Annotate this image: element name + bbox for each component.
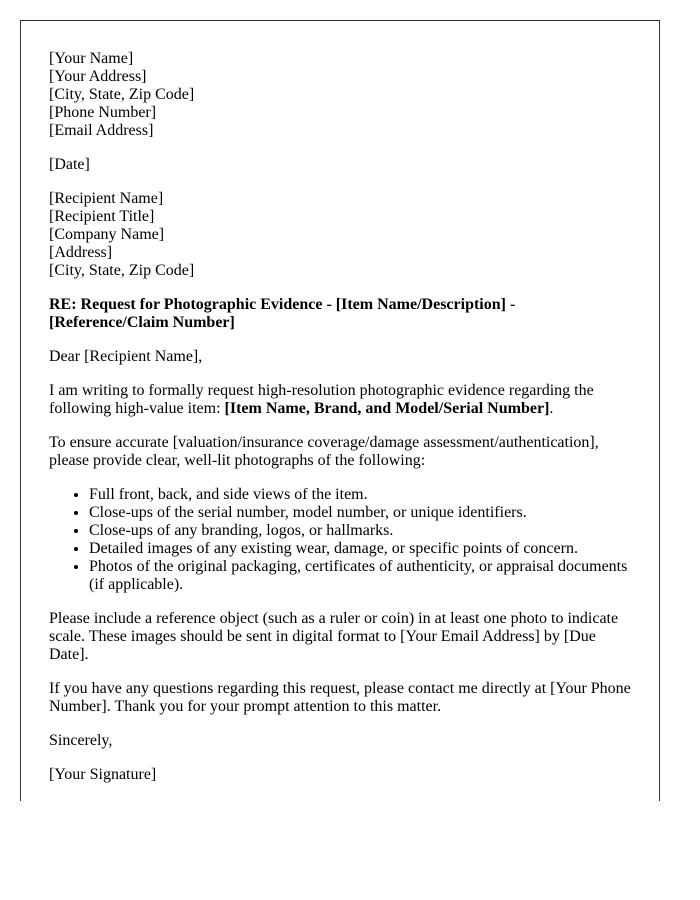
sender-block [49,50,631,140]
recipient-address: [Address] [49,244,113,261]
paragraph-contact: If you have any questions regarding this request, please contact me directly at [Your Phone Number]. Thank you for your prompt attention to this matter. [49,680,631,715]
recipient-city: [City, State, Zip Code] [49,262,195,279]
paragraph-purpose: To ensure accurate [valuation/insurance coverage/damage assessment/authentication], please provide clear, well-lit photographs of the following: [49,434,599,469]
list-item: • Detailed images of any existing wear, damage, or specific points of concern. [89,540,631,558]
sender-phone: [Phone Number] [49,104,157,121]
sender-name: [Your Name] [49,50,134,67]
photo-list [49,486,631,594]
date: [Date] [49,156,90,173]
recipient-block [49,190,631,280]
item-placeholder: [Item Name, Brand, and Model/Serial Number] [224,400,550,417]
paragraph-request-text: I am writing to formally request high-resolution photographic evidence regarding the following high-value item: [49,382,594,417]
sender-email: [Email Address] [49,122,154,139]
recipient-company: [Company Name] [49,226,165,243]
list-item: • Photos of the original packaging, certificates of authenticity, or appraisal documents (if applicable). [89,558,631,594]
closing: Sincerely, [49,732,113,749]
letter-page [20,20,660,801]
list-item: • Full front, back, and side views of the item. [89,486,631,504]
sender-city: [City, State, Zip Code] [49,86,195,103]
salutation: Dear [Recipient Name], [49,348,203,365]
signature: [Your Signature] [49,766,157,783]
list-item: • Close-ups of any branding, logos, or hallmarks. [89,522,631,540]
recipient-title: [Recipient Title] [49,208,155,225]
subject-line: RE: Request for Photographic Evidence - [Item Name/Description] - [Reference/Claim Number] [49,296,516,331]
sender-address: [Your Address] [49,68,147,85]
paragraph-scale: Please include a reference object (such as a ruler or coin) in at least one photo to indicate scale. These images should be sent in digital format to [Your Email Address] by [Due Date]. [49,610,619,663]
list-item: • Close-ups of the serial number, model number, or unique identifiers. [89,504,631,522]
paragraph-request-end: . [549,400,554,417]
recipient-name: [Recipient Name] [49,190,164,207]
paragraph-request [49,382,631,418]
